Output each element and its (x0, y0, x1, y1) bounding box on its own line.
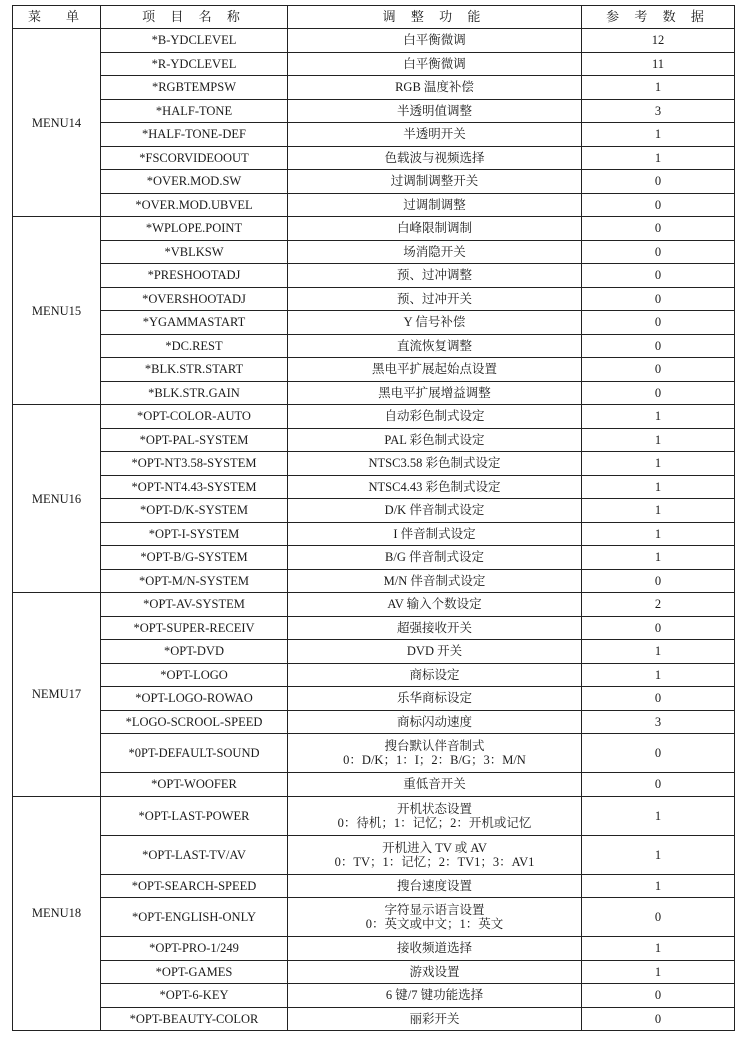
table-row (13, 99, 735, 123)
function-cell (288, 710, 582, 734)
function-text: 直流恢复调整 (396, 338, 472, 353)
function-text: 场消隐开关 (403, 244, 466, 259)
function-cell (288, 334, 582, 358)
function-cell (288, 381, 582, 405)
function-text: 白平衡微调 (403, 33, 466, 48)
table-row (13, 170, 735, 194)
function-text: I 伴音制式设定 (393, 526, 476, 541)
function-cell (288, 193, 582, 217)
function-options-text: 0：D/K；1：I；2：B/G；3：M/N (343, 753, 526, 767)
table-row (13, 475, 735, 499)
function-cell (288, 76, 582, 100)
reference-value-cell: 0 (582, 170, 735, 194)
function-text: 商标闪动速度 (396, 714, 472, 729)
item-name-cell: *OPT-PAL-SYSTEM (101, 428, 288, 452)
function-cell (288, 960, 582, 984)
function-cell (288, 616, 582, 640)
reference-value-cell: 1 (582, 499, 735, 523)
table-row (13, 334, 735, 358)
function-text: NTSC3.58 彩色制式设定 (368, 456, 501, 471)
reference-value-cell: 1 (582, 146, 735, 170)
function-cell (288, 499, 582, 523)
function-cell (288, 264, 582, 288)
item-name-cell: *BLK.STR.GAIN (101, 381, 288, 405)
function-cell (288, 835, 582, 874)
function-text: 搜台默认伴音制式 (384, 739, 485, 753)
function-cell (288, 311, 582, 335)
item-name-cell: *OPT-B/G-SYSTEM (101, 546, 288, 570)
table-row (13, 76, 735, 100)
menu-cell: MENU14 (13, 29, 101, 217)
function-text: AV 输入个数设定 (387, 597, 482, 612)
table-body (13, 29, 735, 1031)
item-name-cell: *VBLKSW (101, 240, 288, 264)
reference-value-cell: 1 (582, 522, 735, 546)
function-cell (288, 874, 582, 898)
item-name-cell: *YGAMMASTART (101, 311, 288, 335)
item-name-cell: *B-YDCLEVEL (101, 29, 288, 53)
function-text: 游戏设置 (409, 964, 460, 979)
item-name-cell: *WPLOPE.POINT (101, 217, 288, 241)
table-row (13, 193, 735, 217)
function-cell (288, 937, 582, 961)
function-text: 白峰限制调制 (396, 221, 472, 236)
reference-value-cell: 1 (582, 874, 735, 898)
function-text: 黑电平扩展起始点设置 (371, 362, 497, 377)
function-text: B/G 伴音制式设定 (385, 550, 484, 565)
item-name-cell: *OPT-6-KEY (101, 984, 288, 1008)
parameter-table (12, 5, 735, 1031)
reference-value-cell: 0 (582, 1007, 735, 1031)
function-text: DVD 开关 (406, 644, 463, 659)
table-row (13, 123, 735, 147)
item-name-cell: *HALF-TONE (101, 99, 288, 123)
table-row (13, 898, 735, 937)
function-cell (288, 170, 582, 194)
item-name-cell: *RGBTEMPSW (101, 76, 288, 100)
item-name-cell: *OPT-ENGLISH-ONLY (101, 898, 288, 937)
reference-value-cell: 0 (582, 217, 735, 241)
function-text: 开机进入 TV 或 AV (382, 840, 487, 855)
item-name-cell: *OPT-LOGO-ROWAO (101, 687, 288, 711)
table-row (13, 734, 735, 773)
header-function: 调 整 功 能 (288, 6, 582, 29)
function-text: 过调制调整 (403, 197, 466, 212)
item-name-cell: *FSCORVIDEOOUT (101, 146, 288, 170)
reference-value-cell: 1 (582, 546, 735, 570)
item-name-cell: *OPT-WOOFER (101, 773, 288, 797)
reference-value-cell: 11 (582, 52, 735, 76)
item-name-cell: *OVER.MOD.UBVEL (101, 193, 288, 217)
item-name-cell: *R-YDCLEVEL (101, 52, 288, 76)
function-options-text: 0：TV；1：记忆；2：TV1；3：AV1 (334, 854, 535, 869)
item-name-cell: *OPT-AV-SYSTEM (101, 593, 288, 617)
menu-cell: MENU16 (13, 405, 101, 593)
table-row (13, 52, 735, 76)
function-text: 预、过冲调整 (396, 268, 472, 283)
function-text: 搜台速度设置 (396, 878, 472, 893)
reference-value-cell: 0 (582, 773, 735, 797)
function-cell (288, 287, 582, 311)
function-text: 丽彩开关 (409, 1011, 460, 1026)
item-name-cell: *OPT-NT4.43-SYSTEM (101, 475, 288, 499)
function-text: 半透明开关 (403, 127, 466, 142)
function-cell (288, 734, 582, 773)
table-row (13, 984, 735, 1008)
item-name-cell: *DC.REST (101, 334, 288, 358)
table-row (13, 287, 735, 311)
header-item-name: 项 目 名 称 (101, 6, 288, 29)
reference-value-cell: 0 (582, 569, 735, 593)
menu-cell: NEMU17 (13, 593, 101, 797)
reference-value-cell: 1 (582, 76, 735, 100)
table-row (13, 593, 735, 617)
table-row (13, 405, 735, 429)
table-row (13, 29, 735, 53)
table-row (13, 796, 735, 835)
function-cell (288, 452, 582, 476)
function-text: 接收频道选择 (396, 941, 472, 956)
function-cell (288, 1007, 582, 1031)
reference-value-cell: 1 (582, 452, 735, 476)
function-text: RGB 温度补偿 (395, 80, 474, 95)
function-text: 色载波与视频选择 (384, 150, 485, 165)
item-name-cell: *LOGO-SCROOL-SPEED (101, 710, 288, 734)
function-text: Y 信号补偿 (403, 315, 466, 330)
table-row (13, 546, 735, 570)
table-row (13, 1007, 735, 1031)
reference-value-cell: 1 (582, 428, 735, 452)
header-reference-data: 参 考 数 据 (582, 6, 735, 29)
item-name-cell: *OPT-DVD (101, 640, 288, 664)
table-row (13, 452, 735, 476)
function-cell (288, 405, 582, 429)
function-text: PAL 彩色制式设定 (384, 432, 485, 447)
table-row (13, 428, 735, 452)
function-options-text: 0：英文或中文；1：英文 (365, 917, 504, 931)
item-name-cell: *BLK.STR.START (101, 358, 288, 382)
reference-value-cell: 3 (582, 99, 735, 123)
reference-value-cell: 1 (582, 405, 735, 429)
item-name-cell: *OPT-PRO-1/249 (101, 937, 288, 961)
reference-value-cell: 1 (582, 123, 735, 147)
table-row (13, 874, 735, 898)
table-row (13, 640, 735, 664)
item-name-cell: *OPT-BEAUTY-COLOR (101, 1007, 288, 1031)
item-name-cell: *OPT-GAMES (101, 960, 288, 984)
header-menu: 菜 单 (13, 6, 101, 29)
item-name-cell: *OVERSHOOTADJ (101, 287, 288, 311)
function-options-text: 0：待机；1：记忆；2：开机或记忆 (337, 815, 532, 830)
function-text: 重低音开关 (403, 777, 466, 792)
item-name-cell: *OVER.MOD.SW (101, 170, 288, 194)
reference-value-cell: 0 (582, 311, 735, 335)
table-row (13, 616, 735, 640)
reference-value-cell: 0 (582, 898, 735, 937)
table-row (13, 522, 735, 546)
table-row (13, 687, 735, 711)
reference-value-cell: 0 (582, 381, 735, 405)
function-cell (288, 663, 582, 687)
function-text: 商标设定 (409, 667, 460, 682)
item-name-cell: *OPT-NT3.58-SYSTEM (101, 452, 288, 476)
reference-value-cell: 0 (582, 264, 735, 288)
function-text: 半透明值调整 (396, 103, 472, 118)
function-text: 6 键/7 键功能选择 (385, 988, 484, 1003)
function-cell (288, 898, 582, 937)
table-row (13, 264, 735, 288)
function-text: 自动彩色制式设定 (384, 409, 485, 424)
table-row (13, 710, 735, 734)
item-name-cell: *0PT-DEFAULT-SOUND (101, 734, 288, 773)
reference-value-cell: 1 (582, 835, 735, 874)
function-cell (288, 52, 582, 76)
reference-value-cell: 0 (582, 734, 735, 773)
table-row (13, 217, 735, 241)
function-cell (288, 428, 582, 452)
function-cell (288, 546, 582, 570)
function-cell (288, 773, 582, 797)
function-cell (288, 640, 582, 664)
reference-value-cell: 3 (582, 710, 735, 734)
table-row (13, 381, 735, 405)
function-cell (288, 593, 582, 617)
reference-value-cell: 0 (582, 687, 735, 711)
table-row (13, 663, 735, 687)
table-row (13, 240, 735, 264)
item-name-cell: *OPT-I-SYSTEM (101, 522, 288, 546)
function-text: 乐华商标设定 (396, 691, 472, 706)
item-name-cell: *PRESHOOTADJ (101, 264, 288, 288)
table-row (13, 569, 735, 593)
reference-value-cell: 0 (582, 616, 735, 640)
item-name-cell: *OPT-COLOR-AUTO (101, 405, 288, 429)
item-name-cell: *OPT-SEARCH-SPEED (101, 874, 288, 898)
reference-value-cell: 0 (582, 984, 735, 1008)
function-text: 黑电平扩展增益调整 (378, 385, 491, 400)
table-row (13, 937, 735, 961)
reference-value-cell: 0 (582, 358, 735, 382)
reference-value-cell: 12 (582, 29, 735, 53)
function-text: 预、过冲开关 (396, 291, 472, 306)
function-cell (288, 984, 582, 1008)
reference-value-cell: 1 (582, 960, 735, 984)
function-cell (288, 123, 582, 147)
function-cell (288, 217, 582, 241)
function-cell (288, 240, 582, 264)
reference-value-cell: 0 (582, 287, 735, 311)
function-text: 超强接收开关 (396, 620, 472, 635)
item-name-cell: *HALF-TONE-DEF (101, 123, 288, 147)
reference-value-cell: 1 (582, 663, 735, 687)
table-row (13, 499, 735, 523)
function-cell (288, 687, 582, 711)
function-cell (288, 29, 582, 53)
function-cell (288, 522, 582, 546)
function-cell (288, 99, 582, 123)
reference-value-cell: 0 (582, 193, 735, 217)
function-text: 字符显示语言设置 (384, 903, 485, 917)
function-text: D/K 伴音制式设定 (384, 503, 485, 518)
reference-value-cell: 1 (582, 640, 735, 664)
item-name-cell: *OPT-SUPER-RECEIV (101, 616, 288, 640)
function-cell (288, 475, 582, 499)
function-text: 白平衡微调 (403, 56, 466, 71)
function-cell (288, 796, 582, 835)
item-name-cell: *OPT-D/K-SYSTEM (101, 499, 288, 523)
function-text: M/N 伴音制式设定 (383, 573, 486, 588)
reference-value-cell: 1 (582, 937, 735, 961)
function-cell (288, 569, 582, 593)
function-cell (288, 146, 582, 170)
menu-cell: MENU15 (13, 217, 101, 405)
reference-value-cell: 1 (582, 475, 735, 499)
function-text: NTSC4.43 彩色制式设定 (368, 479, 501, 494)
reference-value-cell: 1 (582, 796, 735, 835)
item-name-cell: *OPT-LAST-POWER (101, 796, 288, 835)
table-row (13, 835, 735, 874)
menu-cell: MENU18 (13, 796, 101, 1031)
table-row (13, 773, 735, 797)
item-name-cell: *OPT-LOGO (101, 663, 288, 687)
item-name-cell: *OPT-M/N-SYSTEM (101, 569, 288, 593)
reference-value-cell: 0 (582, 334, 735, 358)
reference-value-cell: 0 (582, 240, 735, 264)
table-row (13, 358, 735, 382)
function-cell (288, 358, 582, 382)
table-row (13, 960, 735, 984)
reference-value-cell: 2 (582, 593, 735, 617)
function-text: 开机状态设置 (396, 801, 472, 816)
table-row (13, 146, 735, 170)
function-text: 过调制调整开关 (390, 174, 479, 189)
table-row (13, 311, 735, 335)
item-name-cell: *OPT-LAST-TV/AV (101, 835, 288, 874)
